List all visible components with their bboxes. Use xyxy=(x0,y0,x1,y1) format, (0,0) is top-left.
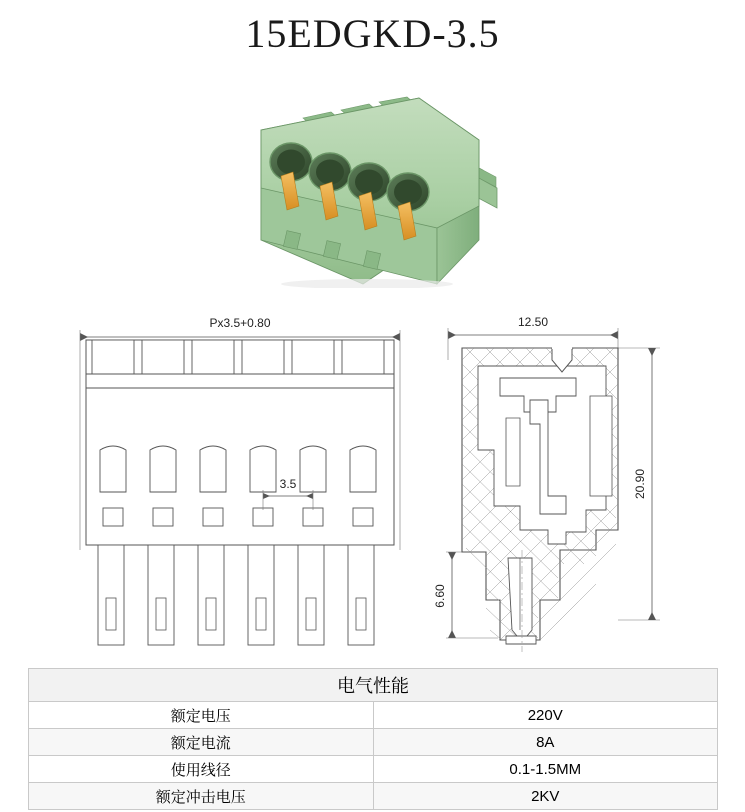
spec-label-rated-current: 额定电流 xyxy=(29,729,374,756)
table-row xyxy=(29,702,718,729)
front-top-dimension-label: Px3.5+0.80 xyxy=(209,316,271,330)
technical-drawings xyxy=(0,300,745,660)
spec-value-rated-voltage: 220V xyxy=(373,702,718,729)
side-height-dimension-label: 20.90 xyxy=(633,468,647,500)
spec-label-wire-gauge: 使用线径 xyxy=(29,756,374,783)
spec-value-wire-gauge: 0.1-1.5MM xyxy=(373,756,718,783)
page-title: 15EDGKD-3.5 xyxy=(245,11,500,56)
front-view-group xyxy=(80,330,400,645)
table-row xyxy=(29,756,718,783)
spec-value-rated-current: 8A xyxy=(373,729,718,756)
table-row xyxy=(29,729,718,756)
spec-label-rated-voltage: 额定电压 xyxy=(29,702,374,729)
side-width-dimension-label: 12.50 xyxy=(517,315,549,329)
table-row xyxy=(29,783,718,810)
table-header-row xyxy=(29,669,718,702)
front-pitch-dimension-label: 3.5 xyxy=(279,477,297,491)
product-photo xyxy=(247,88,517,288)
side-lower-dimension-label: 6.60 xyxy=(433,584,447,608)
spec-label-impulse-voltage: 额定冲击电压 xyxy=(29,783,374,810)
spec-value-impulse-voltage: 2KV xyxy=(373,783,718,810)
table-header-cell: 电气性能 xyxy=(29,669,718,702)
side-view-group xyxy=(446,328,660,652)
electrical-spec-table xyxy=(28,668,718,810)
